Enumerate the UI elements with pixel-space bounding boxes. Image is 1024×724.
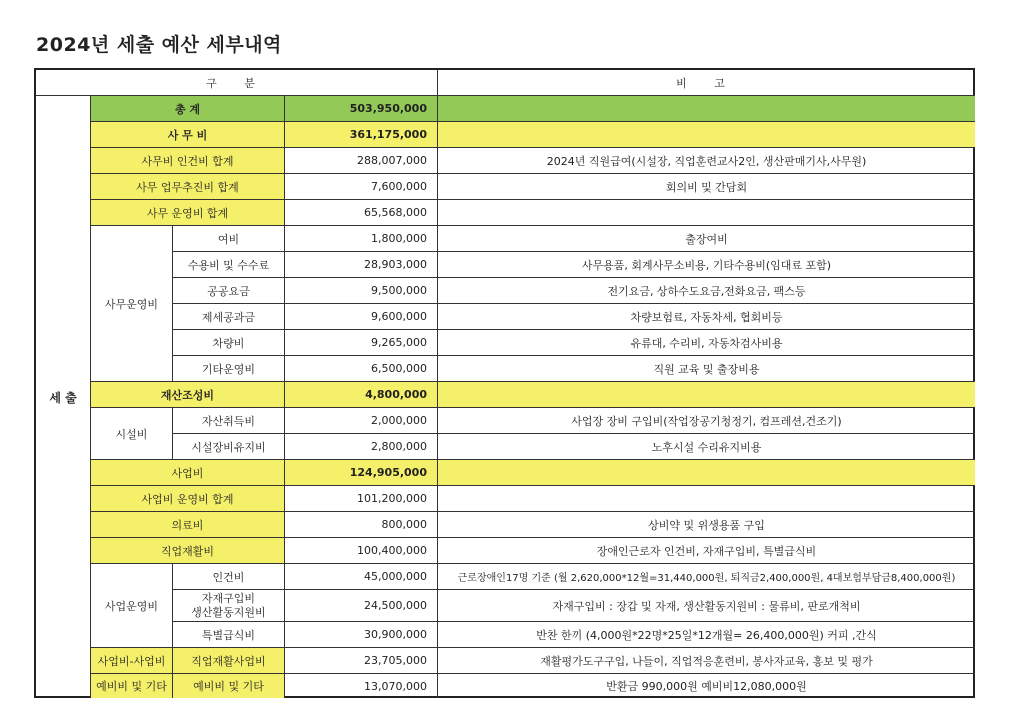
acquisition-label: 자산취득비 (173, 408, 285, 434)
maintenance-label: 시설장비유지비 (173, 434, 285, 460)
medical-label: 의료비 (91, 512, 285, 538)
utilities-note: 전기요금, 상하수도요금,전화요금, 팩스등 (438, 278, 975, 304)
labor-note: 근로장애인17명 기준 (월 2,620,000*12월=31,440,000원, 퇴직금2,400,000원, 4대보험부담금8,400,000원) (438, 564, 975, 590)
business-ops-total-note (438, 486, 975, 512)
materials-label: 자재구입비 생산활동지원비 (173, 590, 285, 622)
other-ops-amount: 6,500,000 (285, 356, 438, 382)
office-label: 사 무 비 (91, 122, 285, 148)
business-note (438, 460, 975, 486)
business-ops-total-label: 사업비 운영비 합계 (91, 486, 285, 512)
header-category: 구 분 (36, 70, 438, 96)
supplies-note: 사무용품, 회계사무소비용, 기타수용비(임대료 포함) (438, 252, 975, 278)
acquisition-amount: 2,000,000 (285, 408, 438, 434)
business-amount: 124,905,000 (285, 460, 438, 486)
business-label: 사업비 (91, 460, 285, 486)
meals-amount: 30,900,000 (285, 622, 438, 648)
office-ops-amount: 65,568,000 (285, 200, 438, 226)
page-title: 2024년 세출 예산 세부내역 (36, 34, 282, 56)
total-label: 총 계 (91, 96, 285, 122)
labor-label: 인건비 (173, 564, 285, 590)
travel-note: 출장여비 (438, 226, 975, 252)
rehab-note: 장애인근로자 인건비, 자재구입비, 특별급식비 (438, 538, 975, 564)
materials-note: 자재구입비 : 장갑 및 자재, 생산활동지원비 : 물류비, 판로개척비 (438, 590, 975, 622)
maintenance-amount: 2,800,000 (285, 434, 438, 460)
office-personnel-note: 2024년 직원급여(시설장, 직업훈련교사2인, 생산판매기사,사무원) (438, 148, 975, 174)
other-ops-label: 기타운영비 (173, 356, 285, 382)
office-promo-note: 회의비 및 간담회 (438, 174, 975, 200)
materials-amount: 24,500,000 (285, 590, 438, 622)
vehicle-label: 차량비 (173, 330, 285, 356)
rehab-label: 직업재활비 (91, 538, 285, 564)
office-ops-note (438, 200, 975, 226)
office-note (438, 122, 975, 148)
medical-note: 상비약 및 위생용품 구입 (438, 512, 975, 538)
taxes-label: 제세공과금 (173, 304, 285, 330)
office-promo-amount: 7,600,000 (285, 174, 438, 200)
rehab-project-group: 사업비-사업비 (91, 648, 173, 674)
facility-group-label: 시설비 (91, 408, 173, 460)
business-ops-total-amount: 101,200,000 (285, 486, 438, 512)
meals-note: 반찬 한끼 (4,000원*22명*25일*12개월= 26,400,000원) 커피 ,간식 (438, 622, 975, 648)
office-ops-group-label: 사무운영비 (91, 226, 173, 382)
taxes-amount: 9,600,000 (285, 304, 438, 330)
total-note (438, 96, 975, 122)
asset-note (438, 382, 975, 408)
asset-amount: 4,800,000 (285, 382, 438, 408)
reserve-amount: 13,070,000 (285, 674, 438, 698)
labor-amount: 45,000,000 (285, 564, 438, 590)
office-promo-label: 사무 업무추진비 합계 (91, 174, 285, 200)
reserve-group: 예비비 및 기타 (91, 674, 173, 698)
acquisition-note: 사업장 장비 구입비(작업장공기청정기, 컴프레션,건조기) (438, 408, 975, 434)
office-personnel-amount: 288,007,000 (285, 148, 438, 174)
meals-label: 특별급식비 (173, 622, 285, 648)
supplies-label: 수용비 및 수수료 (173, 252, 285, 278)
medical-amount: 800,000 (285, 512, 438, 538)
taxes-note: 차량보험료, 자동차세, 협회비등 (438, 304, 975, 330)
vehicle-amount: 9,265,000 (285, 330, 438, 356)
travel-amount: 1,800,000 (285, 226, 438, 252)
other-ops-note: 직원 교육 및 출장비용 (438, 356, 975, 382)
rehab-project-label: 직업재활사업비 (173, 648, 285, 674)
utilities-amount: 9,500,000 (285, 278, 438, 304)
reserve-note: 반환금 990,000원 예비비12,080,000원 (606, 680, 807, 693)
vehicle-note: 유류대, 수리비, 자동차검사비용 (438, 330, 975, 356)
total-amount: 503,950,000 (285, 96, 438, 122)
header-note: 비 고 (438, 70, 975, 96)
rehab-project-amount: 23,705,000 (285, 648, 438, 674)
office-personnel-label: 사무비 인건비 합계 (91, 148, 285, 174)
budget-table (34, 68, 975, 698)
utilities-label: 공공요금 (173, 278, 285, 304)
office-ops-label: 사무 운영비 합계 (91, 200, 285, 226)
business-ops-group-label: 사업운영비 (91, 564, 173, 648)
travel-label: 여비 (173, 226, 285, 252)
reserve-label: 예비비 및 기타 (173, 674, 285, 698)
maintenance-note: 노후시설 수리유지비용 (438, 434, 975, 460)
office-amount: 361,175,000 (285, 122, 438, 148)
side-label-expenditure: 세 출 (36, 96, 91, 698)
supplies-amount: 28,903,000 (285, 252, 438, 278)
rehab-project-note: 재활평가도구구입, 나들이, 직업적응훈련비, 봉사자교육, 홍보 및 평가 (438, 648, 975, 674)
asset-label: 재산조성비 (91, 382, 285, 408)
rehab-amount: 100,400,000 (285, 538, 438, 564)
